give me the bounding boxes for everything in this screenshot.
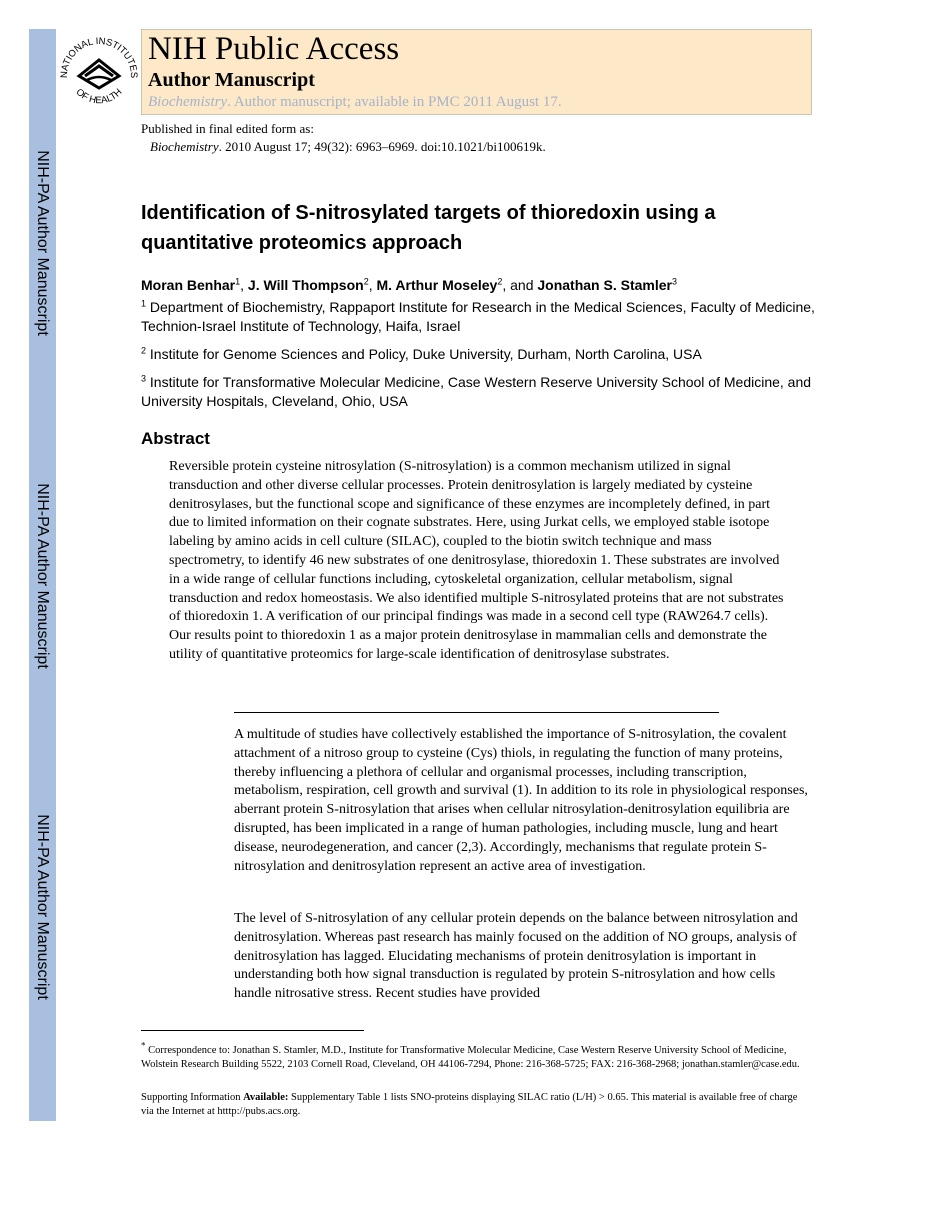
- sidebar-label: NIH-PA Author Manuscript: [34, 150, 51, 336]
- affiliation-text: Institute for Transformative Molecular Medicine, Case Western Reserve University School of Medicine, and University Hospitals, Cleveland, Ohio, USA: [141, 374, 812, 409]
- banner-title: NIH Public Access: [148, 31, 400, 67]
- supporting-bold: Available:: [243, 1092, 289, 1103]
- banner-availability-text: . Author manuscript; available in PMC 2011 August 17.: [227, 94, 562, 110]
- nih-logo: [57, 30, 141, 114]
- logo-bottom-text: OF HEALTH: [73, 86, 125, 107]
- correspondence-footnote: [141, 1040, 806, 1071]
- citation-journal: Biochemistry: [150, 139, 219, 154]
- body-paragraph: The level of S-nitrosylation of any cellular protein depends on the balance between nitrosylation and denitrosylation. Whereas past research has mainly focused on the addition of NO groups, analysis of denitrosylation has lagged. Elucidating mechanisms of protein denitrosylation is important in understanding both how signal transduction is regulated by protein S-nitrosylation and how cells handle nitrosative stress. Recent studies have provided: [234, 911, 798, 1002]
- svg-text:NATIONAL INSTITUTES: [59, 36, 139, 78]
- supporting-prefix: Supporting Information: [141, 1092, 244, 1103]
- supporting-text: Supplementary Table 1 lists SNO-proteins displaying SILAC ratio (L/H) > 0.65. This material is available free of charge via the Internet at htttp://pubs.acs.org.: [141, 1092, 801, 1117]
- affiliation: [141, 373, 821, 411]
- footnote-divider: [141, 1030, 364, 1031]
- sidebar-label: NIH-PA Author Manuscript: [34, 483, 51, 669]
- banner-journal: Biochemistry: [148, 94, 228, 110]
- author-sup: 3: [671, 276, 677, 287]
- affiliation: [141, 345, 821, 364]
- affiliation-num: 1: [141, 298, 147, 309]
- supporting-info-footnote: [141, 1091, 806, 1118]
- citation-text: . 2010 August 17; 49(32): 6963–6969. doi:10.1021/bi100619k.: [218, 139, 546, 154]
- author-sup: 1: [235, 276, 241, 287]
- author-name: Moran Benhar: [141, 277, 236, 293]
- hhs-eagle-icon: [79, 60, 119, 88]
- article-title: Identification of S-nitrosylated targets of thioredoxin using a quantitative proteomics approach: [141, 202, 716, 254]
- affiliation-num: 3: [141, 373, 147, 384]
- author-sup: 2: [497, 276, 503, 287]
- affiliation-text: Department of Biochemistry, Rappaport Institute for Research in the Medical Sciences, Faculty of Medicine, Technion-Israel Institute of Technology, Haifa, Israel: [141, 299, 815, 334]
- author-name: J. Will Thompson: [247, 277, 364, 293]
- author-list: Moran Benhar$^1$, J. Will Thompson$^2$, M. Arthur Moseley$^2$, and Jonathan S. Stamler$^3$: [141, 276, 677, 293]
- author-name: Jonathan S. Stamler: [537, 277, 672, 293]
- author-sup: 2: [363, 276, 369, 287]
- banner-availability: [148, 92, 562, 112]
- correspondence-text: Correspondence to: Jonathan S. Stamler, M.D., Institute for Transformative Molecular Medicine, Case Western Reserve University School of Medicine, Wolstein Research Building 5522, 2103 Cornell Road, Cleveland, OH 44106-7294, Phone: 216-368-5725; FAX: 216-368-2968; jonathan.stamler@case.edu.: [141, 1045, 800, 1070]
- affiliation-text: Institute for Genome Sciences and Policy, Duke University, Durham, North Carolina, USA: [149, 346, 702, 362]
- affiliation: [141, 298, 821, 336]
- section-divider: [234, 712, 719, 713]
- author-connector: , and: [502, 277, 538, 293]
- nih-banner: [141, 29, 812, 115]
- body-paragraph: A multitude of studies have collectively established the importance of S-nitrosylation, the covalent attachment of a nitroso group to cysteine (Cys) thiols, in regulating the function of many proteins, thereby influencing a plethora of cellular and organismal processes, including transcription, metabolism, respiration, cell growth and survival (1). In addition to its role in physiological responses, aberrant protein S-nitrosylation that arises when cellular nitrosylation-denitrosylation equilibria are disrupted, has been implicated in a range of human pathologies, including muscle, lung and heart disease, neurodegeneration, and cancer (2,3). Accordingly, mechanisms that regulate protein S-nitrosylation and denitrosylation represent an active area of investigation.: [234, 727, 808, 874]
- abstract-text: Reversible protein cysteine nitrosylation (S-nitrosylation) is a common mechanism utilized in signal transduction and other diverse cellular processes. Protein denitrosylation is largely mediated by cysteine denitrosylases, but the functional scope and significance of these enzymes are incompletely defined, in part due to limited information on their cognate substrates. Here, using Jurkat cells, we employed stable isotope labeling by amino acids in cell culture (SILAC), coupled to the biotin switch technique and mass spectrometry, to identify 46 new substrates of one denitrosylase, thioredoxin 1. These substrates are involved in a wide range of cellular functions including, cytoskeletal organization, cellular metabolism, signal transduction and redox homeostasis. We also identified multiple S-nitrosylated proteins that are not substrates of thioredoxin 1. A verification of our principal findings was made in a second cell type (RAW264.7 cells). Our results point to thioredoxin 1 as a major protein denitrosylase in mammalian cells and demonstrate the utility of quantitative proteomics for large-scale identification of denitrosylase substrates.: [169, 459, 784, 662]
- abstract-heading: Abstract: [141, 429, 210, 448]
- banner-subtitle: Author Manuscript: [148, 69, 315, 91]
- citation: [150, 139, 546, 155]
- logo-top-text: NATIONAL INSTITUTES: [58, 35, 140, 79]
- affiliation-num: 2: [141, 345, 147, 356]
- footnote-mark: *: [141, 1040, 146, 1051]
- published-label: Published in final edited form as:: [141, 121, 314, 136]
- sidebar-label: NIH-PA Author Manuscript: [34, 814, 51, 1000]
- author-name: M. Arthur Moseley: [376, 277, 498, 293]
